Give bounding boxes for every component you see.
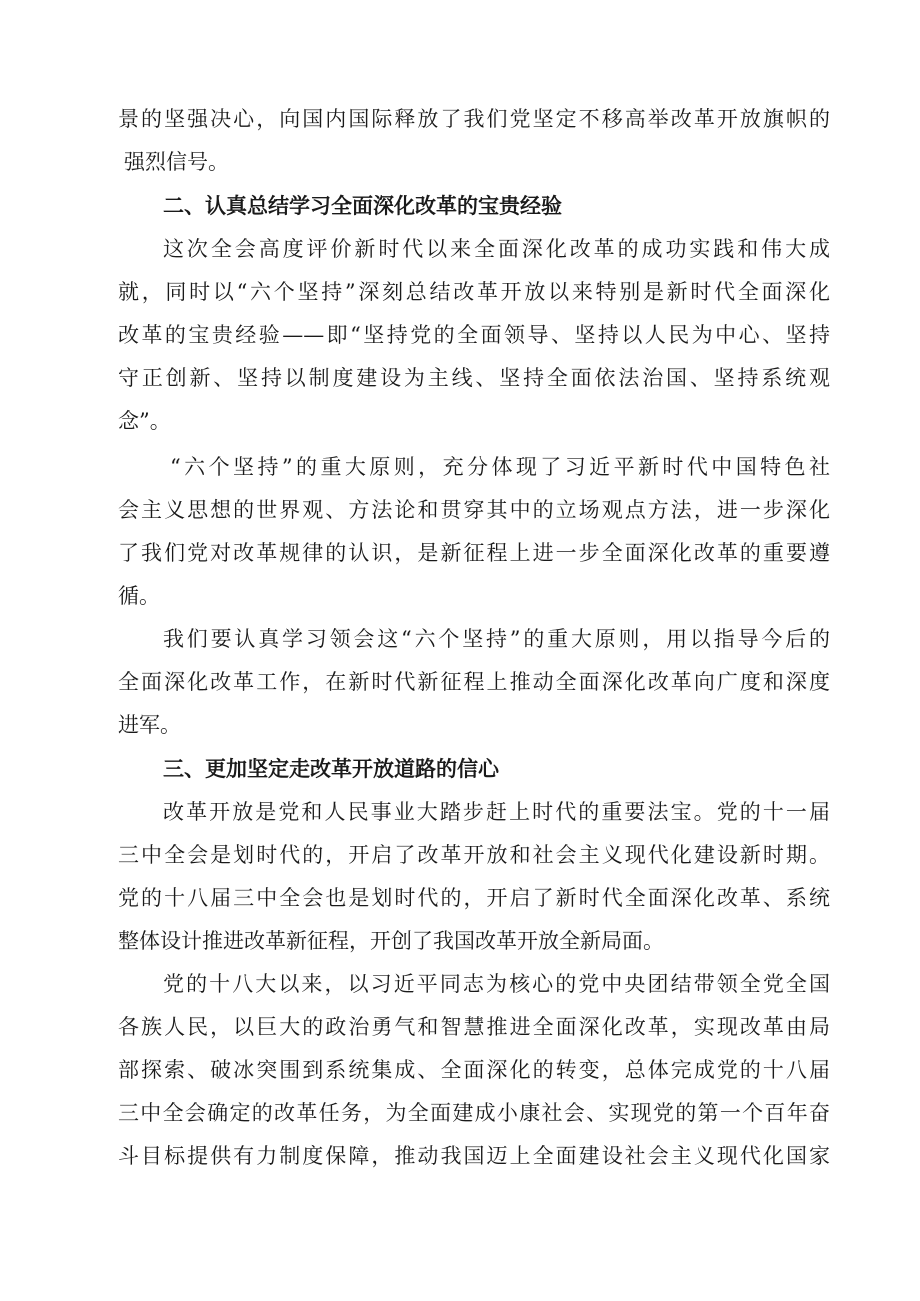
text-line: 各族人民，以巨大的政治勇气和智慧推进全面深化改革，实现改革由局	[118, 1015, 830, 1039]
text-line: 景的坚强决心，向国内国际释放了我们党坚定不移高举改革开放旗帜的	[118, 107, 830, 131]
text-line: 进军。	[118, 713, 181, 737]
text-line: 守正创新、坚持以制度建设为主线、坚持全面依法治国、坚持系统观	[118, 366, 830, 390]
text-line: 党的十八届三中全会也是划时代的，开启了新时代全面深化改革、系统	[118, 886, 830, 910]
text-line: 部探索、破冰突围到系统集成、全面深化的转变，总体完成党的十八届	[118, 1058, 830, 1082]
text-line: 斗目标提供有力制度保障，推动我国迈上全面建设社会主义现代化国家	[118, 1144, 830, 1168]
text-line: 我们要认真学习领会这“六个坚持”的重大原则，用以指导今后的	[163, 627, 830, 651]
text-line: “六个坚持”的重大原则，充分体现了习近平新时代中国特色社	[170, 455, 830, 479]
text-line: 就，同时以“六个坚持”深刻总结改革开放以来特别是新时代全面深化	[118, 280, 830, 304]
text-line: 了我们党对改革规律的认识，是新征程上进一步全面深化改革的重要遵	[118, 541, 830, 565]
section-heading: 三、更加坚定走改革开放道路的信心	[163, 757, 499, 781]
text-line: 改革的宝贵经验——即“坚持党的全面领导、坚持以人民为中心、坚持	[118, 323, 830, 347]
text-line: 党的十八大以来，以习近平同志为核心的党中央团结带领全党全国	[163, 972, 830, 996]
text-line: 改革开放是党和人民事业大踏步赶上时代的重要法宝。党的十一届	[163, 800, 830, 824]
text-line: 三中全会确定的改革任务，为全面建成小康社会、实现党的第一个百年奋	[118, 1101, 830, 1125]
text-line: 三中全会是划时代的，开启了改革开放和社会主义现代化建设新时期。	[118, 843, 830, 867]
text-line: 整体设计推进改革新征程，开创了我国改革开放全新局面。	[118, 929, 664, 953]
text-line: 念”。	[118, 409, 171, 433]
text-line: 会主义思想的世界观、方法论和贯穿其中的立场观点方法，进一步深化	[118, 498, 830, 522]
text-line: 强烈信号。	[124, 150, 229, 174]
text-line: 循。	[118, 584, 160, 608]
section-heading: 二、认真总结学习全面深化改革的宝贵经验	[163, 194, 562, 218]
text-line: 这次全会高度评价新时代以来全面深化改革的成功实践和伟大成	[163, 237, 830, 261]
text-line: 全面深化改革工作，在新时代新征程上推动全面深化改革向广度和深度	[118, 670, 830, 694]
